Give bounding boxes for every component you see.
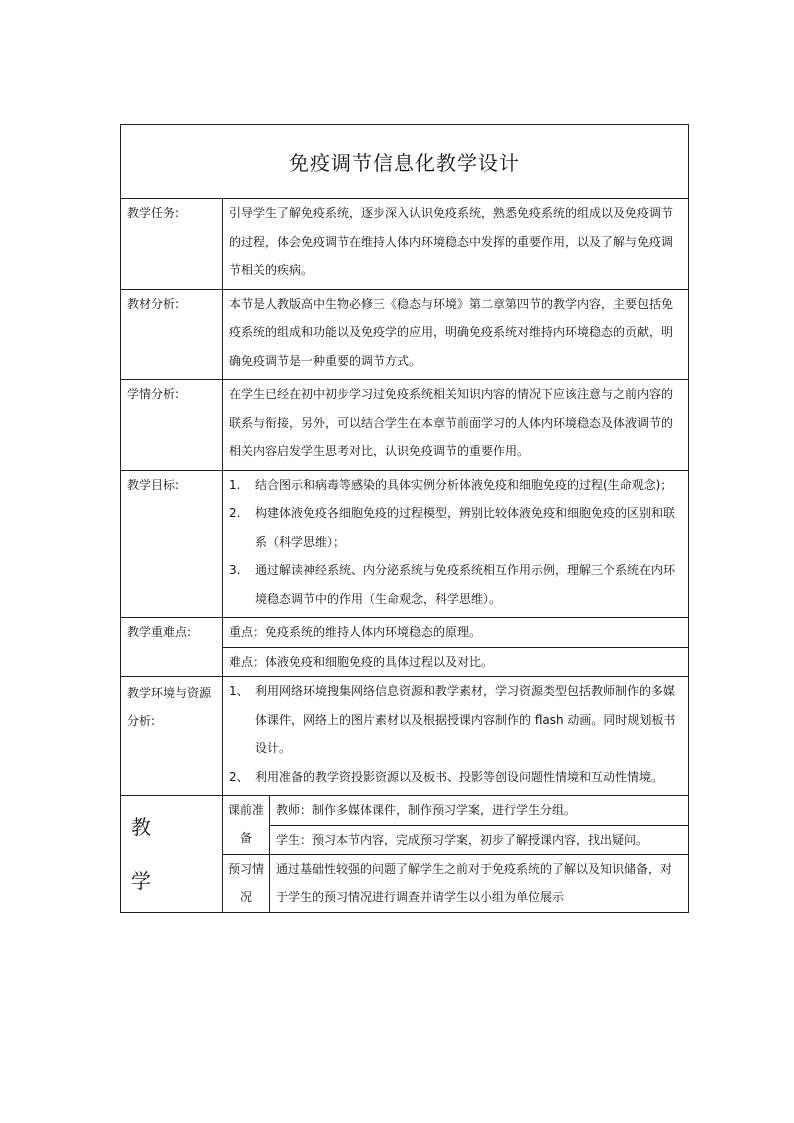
document-title: 免疫调节信息化教学设计 — [121, 125, 689, 199]
key-focus-text: 重点：免疫系统的维持人体内环境稳态的原理。 — [223, 618, 689, 648]
preview-label: 预习情况 — [223, 855, 270, 913]
material-text: 本节是人教版高中生物必修三《稳态与环境》第二章第四节的教学内容，主要包括免疫系统的组成和功能以及免疫学的应用，明确免疫系统对维持内环境稳态的贡献，明确免疫调节是一种重要的调节方式。 — [223, 289, 689, 380]
list-item — [229, 471, 682, 500]
list-text: 利用网络环境搜集网络信息资源和教学素材，学习资源类型包括教师制作的多媒体课件，网络上的图片素材以及根据授课内容制作的 flash 动画。同时规划板书设计。 — [255, 684, 676, 755]
process-label — [121, 796, 223, 913]
prep-teacher-text: 教师：制作多媒体课件，制作预习学案，进行学生分组。 — [270, 796, 689, 826]
env-row — [121, 677, 689, 796]
list-number: 3. — [229, 563, 241, 577]
list-item — [229, 763, 682, 792]
key-label: 教学重难点: — [121, 618, 223, 677]
document-page — [120, 124, 688, 913]
list-text: 利用准备的教学资投影资源以及板书、投影等创设问题性情境和互动性情境。 — [255, 769, 664, 784]
goals-list — [223, 470, 689, 618]
key-row-focus — [121, 618, 689, 648]
task-text: 引导学生了解免疫系统，逐步深入认识免疫系统，熟悉免疫系统的组成以及免疫调节的过程，体会免疫调节在维持人体内环境稳态中发挥的重要作用，以及了解与免疫调节相关的疾病。 — [223, 199, 689, 290]
student-text: 在学生已经在初中初步学习过免疫系统相关知识内容的情况下应该注意与之前内容的联系与衔接，另外，可以结合学生在本章节前面学习的人体内环境稳态及体液调节的相关内容启发学生思考对比，认识免疫调节的重要作用。 — [223, 380, 689, 471]
list-item — [229, 677, 682, 763]
prep-row-teacher — [121, 796, 689, 826]
list-number: 1、 — [229, 684, 249, 698]
env-list — [223, 677, 689, 796]
goals-row — [121, 470, 689, 618]
student-row — [121, 380, 689, 471]
list-number: 2. — [229, 506, 241, 520]
list-text: 通过解读神经系统、内分泌系统与免疫系统相互作用示例，理解三个系统在内环境稳态调节中的作用（生命观念，科学思维）。 — [255, 563, 676, 606]
lesson-plan-table — [120, 124, 689, 913]
prep-label: 课前准备 — [223, 796, 270, 855]
prep-student-text: 学生：预习本节内容，完成预习学案，初步了解授课内容，找出疑问。 — [270, 825, 689, 855]
key-difficulty-text: 难点：体液免疫和细胞免疫的具体过程以及对比。 — [223, 647, 689, 677]
list-item — [229, 556, 682, 613]
env-label: 教学环境与资源分析: — [121, 677, 223, 796]
student-label: 学情分析: — [121, 380, 223, 471]
title-row — [121, 125, 689, 199]
list-number: 2、 — [229, 769, 249, 784]
list-text: 结合图示和病毒等感染的具体实例分析体液免疫和细胞免疫的过程(生命观念)； — [255, 477, 673, 492]
material-row — [121, 289, 689, 380]
task-row — [121, 199, 689, 290]
list-text: 构建体液免疫各细胞免疫的过程模型，辨别比较体液免疫和细胞免疫的区别和联系（科学思维）； — [255, 506, 676, 549]
list-number: 1. — [229, 477, 241, 492]
material-label: 教材分析: — [121, 289, 223, 380]
preview-text: 通过基础性较强的问题了解学生之前对于免疫系统的了解以及知识储备，对于学生的预习情况进行调查并请学生以小组为单位展示 — [270, 855, 689, 913]
goals-label: 教学目标: — [121, 470, 223, 618]
process-label-char-2: 学 — [131, 869, 151, 893]
process-label-char-1: 教 — [131, 815, 151, 839]
task-label: 教学任务: — [121, 199, 223, 290]
list-item — [229, 499, 682, 556]
